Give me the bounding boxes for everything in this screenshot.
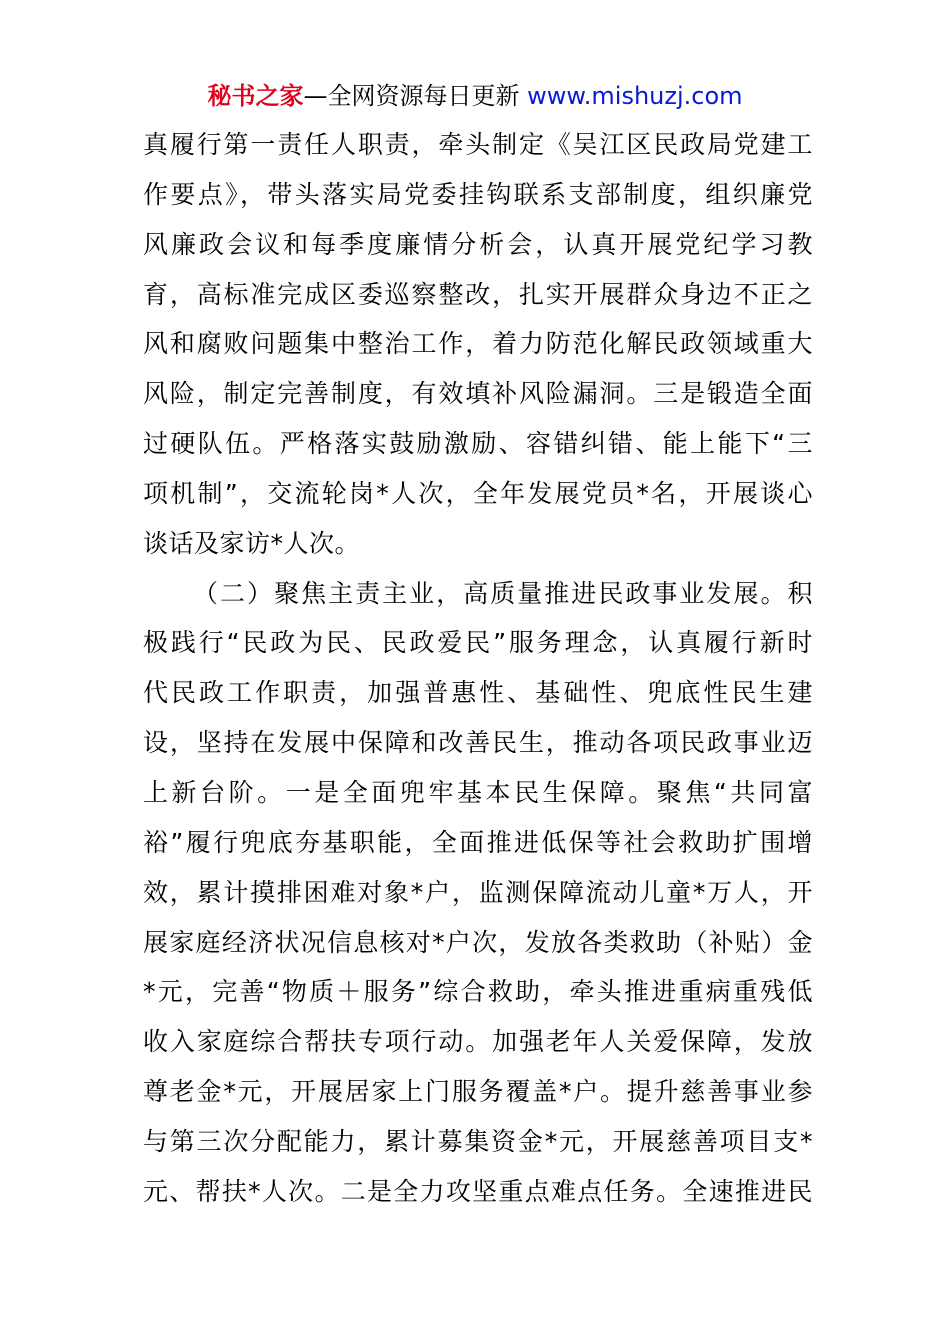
text-line: 风险，制定完善制度，有效填补风险漏洞。三是锻造全面 (143, 379, 813, 409)
text-line: 极践行“民政为民、民政爱民”服务理念，认真履行新时 (143, 628, 813, 658)
text-line: 作要点》，带头落实局党委挂钩联系支部制度，组织廉党 (143, 179, 813, 209)
text-line: 谈话及家访*人次。 (143, 528, 361, 558)
text-line: 上新台阶。一是全面兜牢基本民生保障。聚焦“共同富 (143, 777, 813, 807)
text-line: 项机制”，交流轮岗*人次，全年发展党员*名，开展谈心 (143, 478, 813, 508)
header-url-link[interactable]: www.mishuzj.com (527, 82, 743, 110)
text-line: 展家庭经济状况信息核对*户次，发放各类救助（补贴）金 (143, 927, 813, 957)
text-line: 元、帮扶*人次。二是全力攻坚重点难点任务。全速推进民 (143, 1176, 813, 1206)
text-line: 过硬队伍。严格落实鼓励激励、容错纠错、能上能下“三 (143, 429, 813, 459)
document-body (143, 120, 813, 1217)
text-line: 尊老金*元，开展居家上门服务覆盖*户。提升慈善事业参 (143, 1077, 813, 1107)
text-line: 育，高标准完成区委巡察整改，扎实开展群众身边不正之 (143, 279, 813, 309)
text-line: 风和腐败问题集中整治工作，着力防范化解民政领域重大 (143, 329, 813, 359)
header-tagline: —全网资源每日更新 (303, 82, 520, 110)
page-header (0, 78, 950, 114)
text-line: 真履行第一责任人职责，牵头制定《吴江区民政局党建工 (143, 130, 813, 159)
text-line: 代民政工作职责，加强普惠性、基础性、兜底性民生建 (143, 678, 813, 708)
text-line: 与第三次分配能力，累计募集资金*元，开展慈善项目支* (143, 1126, 813, 1156)
text-line: 风廉政会议和每季度廉情分析会，认真开展党纪学习教 (143, 229, 813, 259)
text-line: 设，坚持在发展中保障和改善民生，推动各项民政事业迈 (143, 728, 813, 758)
text-line: 裕”履行兜底夯基职能，全面推进低保等社会救助扩围增 (143, 827, 813, 857)
section-heading-line: （二）聚焦主责主业，高质量推进民政事业发展。积 (193, 578, 813, 608)
text-line: 效，累计摸排困难对象*户，监测保障流动儿童*万人，开 (143, 877, 813, 907)
text-line: 收入家庭综合帮扶专项行动。加强老年人关爱保障，发放 (143, 1027, 813, 1057)
text-line: *元，完善“物质＋服务”综合救助，牵头推进重病重残低 (143, 977, 813, 1007)
header-brand: 秘书之家 (207, 82, 304, 110)
